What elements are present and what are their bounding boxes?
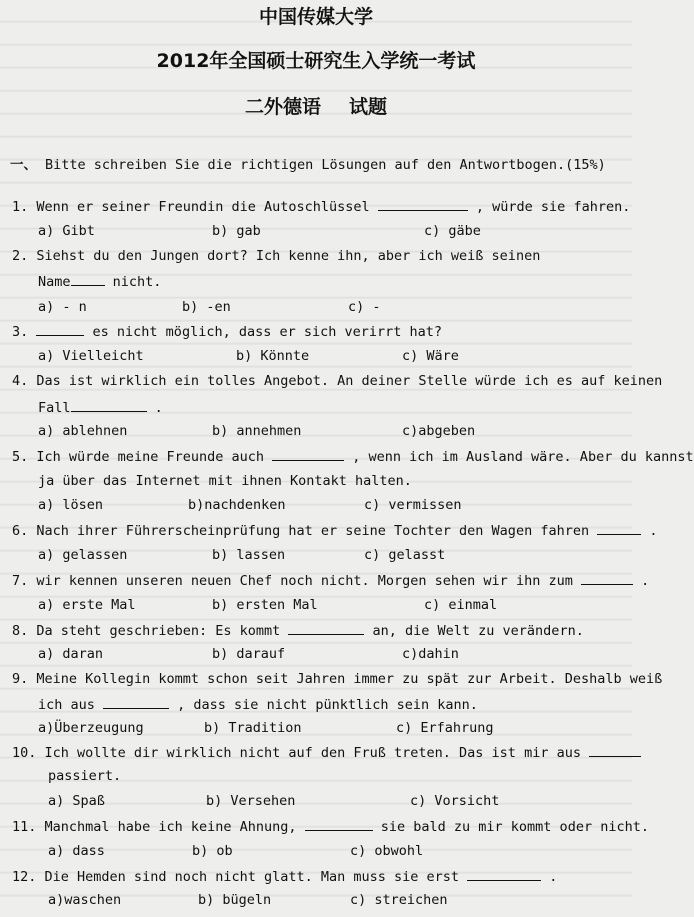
question-text: , dass sie nicht pünktlich sein kann. bbox=[169, 697, 478, 713]
question-10 bbox=[12, 744, 641, 761]
question-text: . bbox=[541, 869, 558, 885]
option-a[interactable]: a) Vielleicht bbox=[38, 348, 144, 364]
option-b[interactable]: b) bügeln bbox=[198, 892, 272, 908]
question-4 bbox=[12, 373, 662, 389]
option-a[interactable]: a) dass bbox=[48, 843, 105, 859]
question-number: 2. bbox=[12, 248, 29, 264]
option-b[interactable]: b) Versehen bbox=[206, 793, 296, 809]
question-10-cont: passiert. bbox=[48, 768, 122, 784]
question-text: sie bald zu mir kommt oder nicht. bbox=[372, 819, 649, 835]
question-number: 7. bbox=[12, 573, 29, 589]
question-text: Wenn er seiner Freundin die Autoschlüssel bbox=[36, 199, 378, 215]
answer-blank[interactable] bbox=[71, 399, 147, 412]
answer-blank[interactable] bbox=[467, 868, 541, 881]
question-text: . bbox=[641, 523, 658, 539]
question-text: Fall bbox=[38, 400, 71, 416]
answer-blank[interactable] bbox=[71, 273, 105, 286]
question-2 bbox=[12, 248, 540, 264]
option-c[interactable]: c)dahin bbox=[402, 646, 459, 662]
question-text: Siehst du den Jungen dort? Ich kenne ihn, aber ich weiß seinen bbox=[36, 248, 541, 264]
question-number: 8. bbox=[12, 623, 29, 639]
question-12 bbox=[12, 868, 557, 885]
question-text: , würde sie fahren. bbox=[467, 199, 631, 215]
question-text: an, die Welt zu verändern. bbox=[364, 623, 584, 639]
question-text: Das ist wirklich ein tolles Angebot. An deiner Stelle würde ich es auf keinen bbox=[36, 373, 663, 389]
option-c[interactable]: c) gelasst bbox=[364, 547, 446, 563]
question-number: 12. bbox=[12, 869, 37, 885]
question-text: . bbox=[632, 573, 650, 589]
option-b[interactable]: b) ersten Mal bbox=[212, 597, 318, 613]
question-number: 10. bbox=[12, 745, 37, 761]
option-a[interactable]: a)Überzeugung bbox=[38, 720, 144, 736]
option-c[interactable]: c)abgeben bbox=[402, 423, 476, 439]
subject-title bbox=[0, 92, 632, 119]
question-8 bbox=[12, 622, 584, 639]
option-c[interactable]: c) Vorsicht bbox=[410, 793, 500, 809]
question-9-cont bbox=[38, 696, 478, 713]
option-b[interactable]: b) annehmen bbox=[212, 423, 302, 439]
answer-blank[interactable] bbox=[597, 522, 641, 535]
option-a[interactable]: a)waschen bbox=[48, 892, 122, 908]
question-text: , wenn ich im Ausland wäre. Aber du kannst bbox=[344, 449, 694, 465]
option-b[interactable]: b) lassen bbox=[212, 547, 286, 563]
question-text: Die Hemden sind noch nicht glatt. Man muss sie erst bbox=[44, 869, 468, 885]
option-b[interactable]: b) ob bbox=[192, 843, 233, 859]
option-a[interactable]: a) Spaß bbox=[48, 793, 105, 809]
question-number: 1. bbox=[12, 199, 29, 215]
option-c[interactable]: c) einmal bbox=[424, 597, 498, 613]
question-text: Nach ihrer Führerscheinprüfung hat er seine Tochter den Wagen fahren bbox=[36, 523, 598, 539]
option-b[interactable]: b) Könnte bbox=[236, 348, 310, 364]
exam-title: 2012年全国硕士研究生入学统一考试 bbox=[156, 50, 476, 72]
question-text: nicht. bbox=[104, 274, 162, 290]
option-a[interactable]: a) ablehnen bbox=[38, 423, 128, 439]
question-text: Ich würde meine Freunde auch bbox=[36, 449, 273, 465]
question-4-cont bbox=[38, 399, 163, 416]
question-text: Name bbox=[38, 274, 71, 290]
option-a[interactable]: a) - n bbox=[38, 299, 87, 315]
question-5-cont: ja über das Internet mit ihnen Kontakt halten. bbox=[38, 473, 412, 489]
question-text: Ich wollte dir wirklich nicht auf den Fruß treten. Das ist mir aus bbox=[44, 745, 590, 761]
question-number: 4. bbox=[12, 373, 29, 389]
section-text: Bitte schreiben Sie die richtigen Lösungen auf den Antwortbogen.(15%) bbox=[45, 157, 606, 173]
option-b[interactable]: b)nachdenken bbox=[188, 497, 286, 513]
university-title: 中国传媒大学 bbox=[258, 6, 373, 28]
question-6 bbox=[12, 522, 657, 539]
question-9 bbox=[12, 671, 662, 687]
question-number: 6. bbox=[12, 523, 29, 539]
option-a[interactable]: a) daran bbox=[38, 646, 104, 662]
question-number: 5. bbox=[12, 449, 29, 465]
question-number: 11. bbox=[12, 819, 37, 835]
question-number: 9. bbox=[12, 671, 29, 687]
option-a[interactable]: a) gelassen bbox=[38, 547, 128, 563]
question-5 bbox=[12, 448, 694, 465]
question-text: Da steht geschrieben: Es kommt bbox=[36, 623, 289, 639]
answer-blank[interactable] bbox=[589, 744, 641, 757]
answer-blank[interactable] bbox=[378, 198, 468, 211]
question-2-cont bbox=[38, 273, 161, 290]
option-c[interactable]: c) streichen bbox=[350, 892, 448, 908]
option-b[interactable]: b) Tradition bbox=[204, 720, 302, 736]
paper-label: 试题 bbox=[349, 96, 388, 118]
option-b[interactable]: b) darauf bbox=[212, 646, 286, 662]
answer-blank[interactable] bbox=[272, 448, 344, 461]
answer-blank[interactable] bbox=[103, 696, 169, 709]
section-marker: 一、 bbox=[10, 157, 37, 173]
option-b[interactable]: b) -en bbox=[182, 299, 231, 315]
question-text: es nicht möglich, dass er sich verirrt hat? bbox=[84, 324, 443, 340]
question-11 bbox=[12, 818, 649, 835]
option-a[interactable]: a) lösen bbox=[38, 497, 104, 513]
option-c[interactable]: c) Erfahrung bbox=[396, 720, 494, 736]
question-text: . bbox=[146, 400, 163, 416]
question-7 bbox=[12, 572, 649, 589]
answer-blank[interactable] bbox=[288, 622, 364, 635]
question-text: Meine Kollegin kommt schon seit Jahren immer zu spät zur Arbeit. Deshalb weiß bbox=[36, 671, 663, 687]
option-c[interactable]: c) Wäre bbox=[402, 348, 459, 364]
subject-name: 二外德语 bbox=[244, 96, 321, 118]
question-1 bbox=[12, 198, 630, 215]
option-c[interactable]: c) obwohl bbox=[350, 843, 424, 859]
option-c[interactable]: c) vermissen bbox=[364, 497, 462, 513]
answer-blank[interactable] bbox=[305, 818, 373, 831]
question-number: 3. bbox=[12, 324, 29, 340]
question-text: ich aus bbox=[38, 697, 104, 713]
option-b[interactable]: b) gab bbox=[212, 223, 261, 239]
answer-blank[interactable] bbox=[581, 572, 633, 585]
option-a[interactable]: a) Gibt bbox=[38, 223, 95, 239]
option-c[interactable]: c) gäbe bbox=[424, 223, 481, 239]
question-3 bbox=[12, 323, 442, 340]
option-a[interactable]: a) erste Mal bbox=[38, 597, 136, 613]
option-c[interactable]: c) - bbox=[348, 299, 381, 315]
question-text: wir kennen unseren neuen Chef noch nicht. Morgen sehen wir ihn zum bbox=[36, 573, 581, 589]
answer-blank[interactable] bbox=[36, 323, 84, 336]
section-instruction bbox=[10, 153, 606, 173]
question-text: Manchmal habe ich keine Ahnung, bbox=[44, 819, 305, 835]
